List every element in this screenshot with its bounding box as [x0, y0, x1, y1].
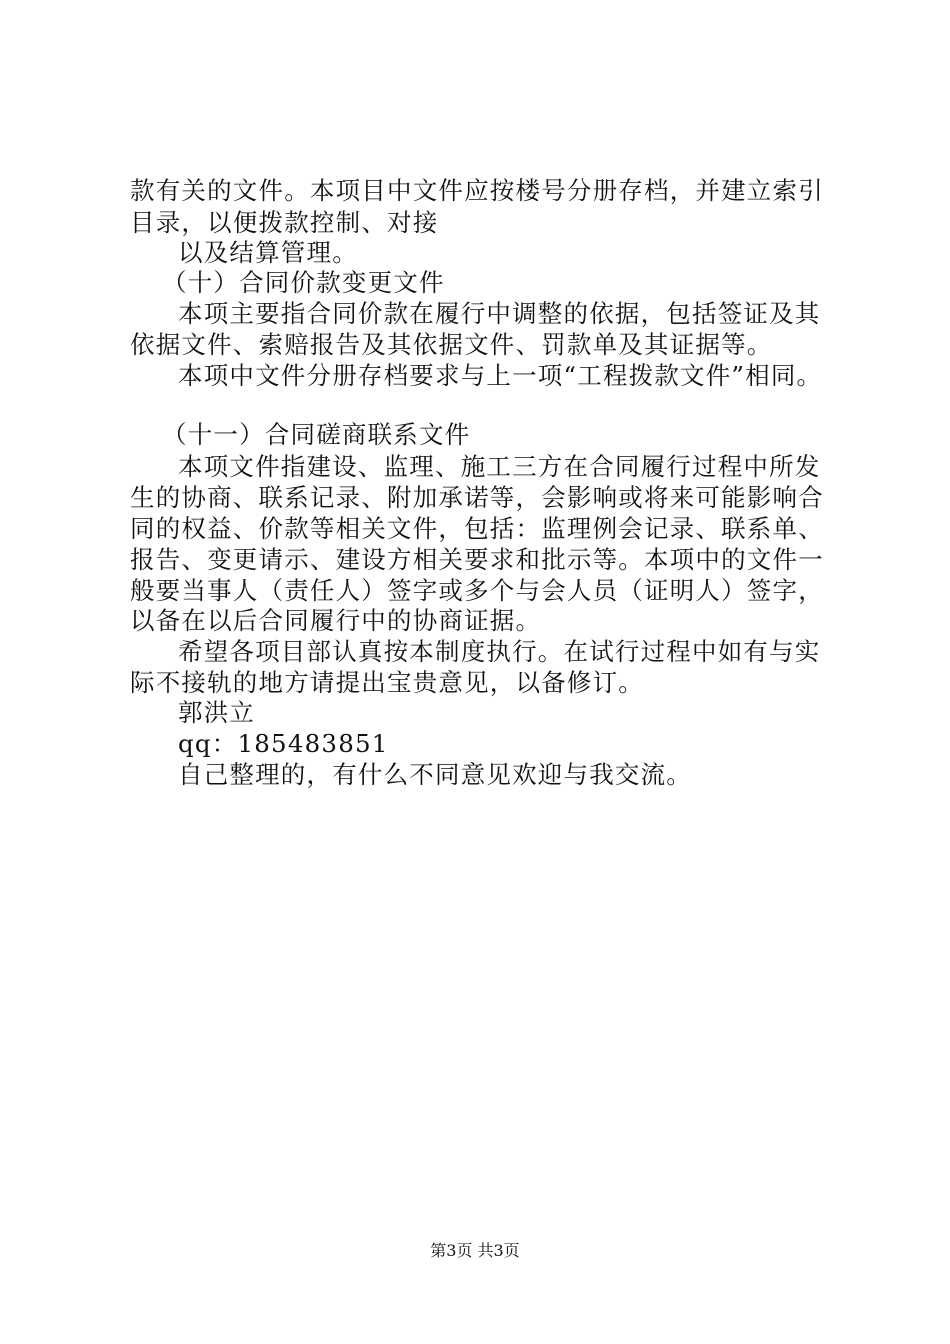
text-line: 同的权益、价款等相关文件，包括：监理例会记录、联系单、: [130, 514, 824, 543]
author-name: 郭洪立: [178, 698, 256, 727]
page-number-footer: 第3页 共3页: [430, 1241, 520, 1260]
text-line: 以及结算管理。: [178, 238, 358, 267]
text-line: 目录，以便拨款控制、对接: [130, 208, 439, 237]
section-heading: （十）合同价款变更文件: [162, 268, 445, 297]
text-line: 以备在以后合同履行中的协商证据。: [130, 606, 542, 635]
text-line: 依据文件、索赔报告及其依据文件、罚款单及其证据等。: [130, 330, 773, 359]
text-line: 自己整理的，有什么不同意见欢迎与我交流。: [178, 760, 692, 789]
text-line: 般要当事人（责任人）签字或多个与会人员（证明人）签字，: [130, 576, 824, 605]
text-line: 款有关的文件。本项目中文件应按楼号分册存档，并建立索引: [130, 176, 824, 205]
text-line: 本项主要指合同价款在履行中调整的依据，包括签证及其: [178, 299, 821, 328]
text-line: 生的协商、联系记录、附加承诺等，会影响或将来可能影响合: [130, 483, 824, 512]
text-line: 本项中文件分册存档要求与上一项“工程拨款文件”相同。: [178, 361, 823, 390]
text-line: 际不接轨的地方请提出宝贵意见，以备修订。: [130, 668, 644, 697]
text-line: 报告、变更请示、建设方相关要求和批示等。本项中的文件一: [130, 545, 824, 574]
text-line: 希望各项目部认真按本制度执行。在试行过程中如有与实: [178, 637, 821, 666]
contact-qq: qq：185483851: [178, 729, 389, 758]
text-line: 本项文件指建设、监理、施工三方在合同履行过程中所发: [178, 452, 821, 481]
section-heading: （十一）合同磋商联系文件: [162, 420, 471, 449]
